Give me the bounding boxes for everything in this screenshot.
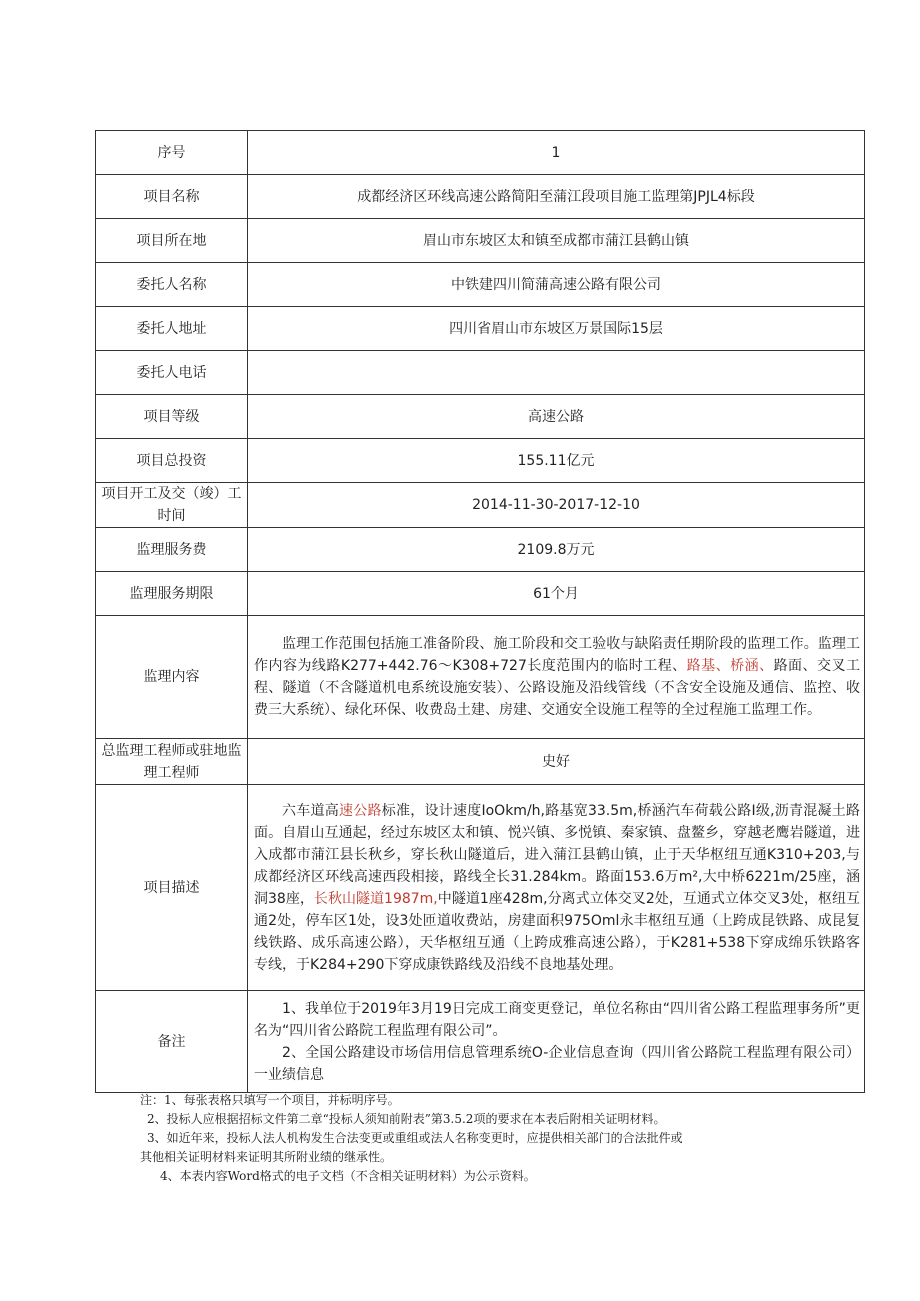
table-row: [96, 263, 865, 307]
table-row: [96, 395, 865, 439]
table-row: [96, 219, 865, 263]
remark-item-2: 2、全国公路建设市场信用信息管理系统O-企业信息查询（四川省公路院工程监理有限公司）一业绩信息: [254, 1044, 860, 1083]
value-term: 61个月: [248, 572, 865, 616]
value-grade: 高速公路: [248, 395, 865, 439]
value-client-address: 四川省眉山市东坡区万景国际15层: [248, 307, 865, 351]
table-row: [96, 131, 865, 175]
note-3b: 其他相关证明材料来证明其所附业绩的继承性。: [140, 1150, 393, 1164]
desc-text-2: 标准，设计速度IoOkm/h,路基宽33.5m,桥涵汽车荷载公路Ⅰ级,沥青混凝土路面。自眉山互通起，经过东坡区太和镇、悦兴镇、多悦镇、秦家镇、盘鳌乡，穿越老鹰岩隧道，进入成都市蒲江县长秋乡，穿长秋山隧道后，进入蒲江县鹤山镇，止于天华枢纽互通K310+203,与成都经济区环线高速西段相接，路线全长31.284km。路面153.6万m²,大中桥6221m/25座，涵洞38座，: [254, 802, 861, 907]
project-table: [95, 130, 865, 1093]
desc-text-3: 中隧道1座428m,分离式立体交叉2处，互通式立体交叉3处，枢纽互通2处，停车区1处，设3处匝道收费站，房建面积975Oml永丰枢纽互通（上跨成昆铁路、成昆复线铁路、成乐高速公路），天华枢纽互通（上跨成雅高速公路），于K281+538下穿成绵乐铁路客专线，于K284+290下穿成康铁路线及沿线不良地基处理。: [254, 890, 860, 973]
value-investment: 155.11亿元: [248, 439, 865, 483]
label-serial: 序号: [96, 131, 248, 175]
content-text-1: 监理工作范围包括施工准备阶段、施工阶段和交工验收与缺陷责任期阶段的监理工作。监理工作内容为线路K277+442.76～K308+727长度范围内的临时工程、: [254, 636, 860, 674]
value-client-phone: [248, 351, 865, 395]
desc-text-1: 六车道高: [282, 802, 339, 819]
label-fee: 监理服务费: [96, 528, 248, 572]
value-remarks: [248, 991, 865, 1093]
note-3a: 3、如近年来，投标人法人机构发生合法变更或重组或法人名称变更时，应提供相关部门的合法批件或: [147, 1131, 683, 1145]
table-row: [96, 572, 865, 616]
footnotes: [140, 1091, 840, 1186]
table-row: [96, 351, 865, 395]
label-project-name: 项目名称: [96, 175, 248, 219]
label-content: 监理内容: [96, 616, 248, 739]
value-location: 眉山市东坡区太和镇至成都市蒲江县鹤山镇: [248, 219, 865, 263]
label-remarks: 备注: [96, 991, 248, 1093]
table-row: [96, 439, 865, 483]
remark-item-1: 1、我单位于2019年3月19日完成工商变更登记，单位名称由“四川省公路工程监理事务所”更名为“四川省公路院工程监理有限公司”。: [254, 1000, 860, 1039]
label-term: 监理服务期限: [96, 572, 248, 616]
content-paragraph: [254, 633, 860, 721]
table-row: [96, 307, 865, 351]
value-project-name: 成都经济区环线高速公路简阳至蒲江段项目施工监理第JPJL4标段: [248, 175, 865, 219]
desc-highlight-2: 长秋山隧道1987m,: [313, 890, 438, 907]
table-row: [96, 785, 865, 991]
table-row: [96, 991, 865, 1093]
content-highlight: 路基、桥涵、: [686, 658, 774, 674]
note-4: 4、本表内容Word格式的电子文档（不含相关证明材料）为公示资料。: [160, 1169, 536, 1183]
note-1: 注：1、每张表格只填写一个项目，并标明序号。: [140, 1093, 400, 1107]
value-serial: 1: [248, 131, 865, 175]
performance-form: [95, 130, 865, 1093]
table-row: [96, 175, 865, 219]
desc-highlight-1: 速公路: [339, 802, 382, 819]
label-period: 项目开工及交（竣）工时间: [96, 483, 248, 528]
table-row: [96, 528, 865, 572]
value-period: 2014-11-30-2017-12-10: [248, 483, 865, 528]
value-content: [248, 616, 865, 739]
label-client-name: 委托人名称: [96, 263, 248, 307]
label-investment: 项目总投资: [96, 439, 248, 483]
note-2: 2、投标人应根据招标文件第二章“投标人须知前附表”第3.5.2项的要求在本表后附相关证明材料。: [147, 1112, 666, 1126]
table-row: [96, 739, 865, 785]
table-row: [96, 483, 865, 528]
description-paragraph: [254, 800, 860, 976]
label-client-address: 委托人地址: [96, 307, 248, 351]
content-text-2: 路面、交叉工程、隧道（不含隧道机电系统设施安装）、公路设施及沿线管线（不含安全设施及通信、监控、收费三大系统）、绿化环保、收费岛土建、房建、交通安全设施工程等的全过程施工监理工作。: [254, 658, 860, 718]
value-description: [248, 785, 865, 991]
label-description: 项目描述: [96, 785, 248, 991]
table-row: [96, 616, 865, 739]
label-client-phone: 委托人电话: [96, 351, 248, 395]
value-engineer: 史好: [248, 739, 865, 785]
label-grade: 项目等级: [96, 395, 248, 439]
value-client-name: 中铁建四川简蒲高速公路有限公司: [248, 263, 865, 307]
value-fee: 2109.8万元: [248, 528, 865, 572]
label-engineer: 总监理工程师或驻地监理工程师: [96, 739, 248, 785]
label-location: 项目所在地: [96, 219, 248, 263]
